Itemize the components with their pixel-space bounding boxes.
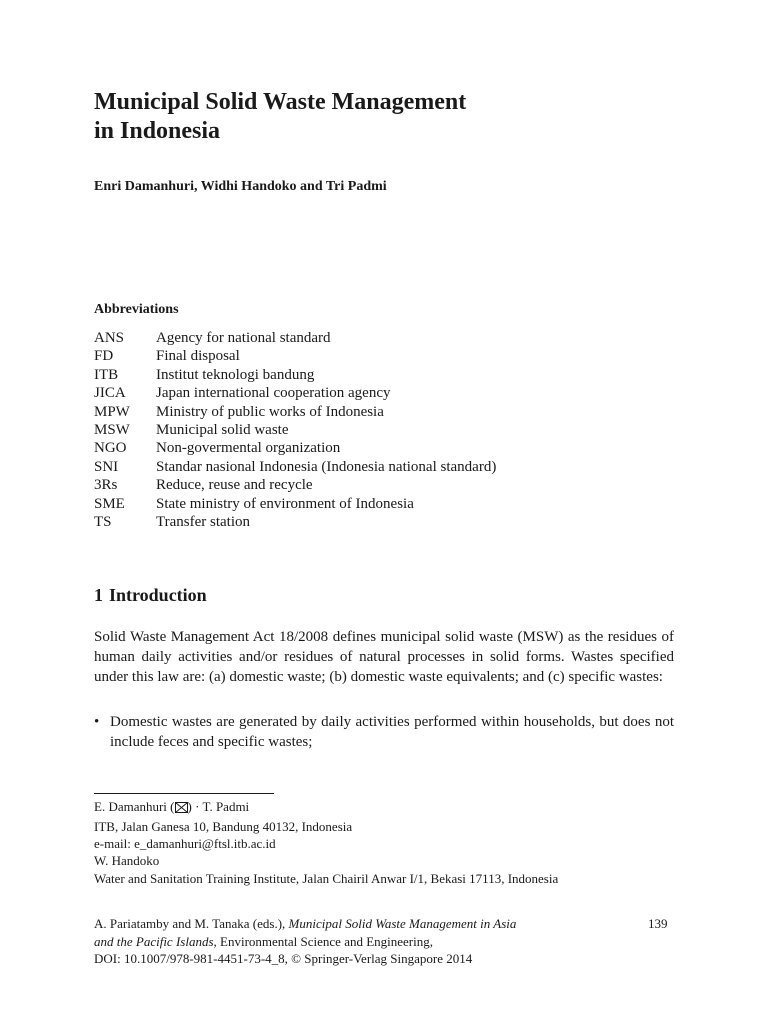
abbreviation-meaning: State ministry of environment of Indonesia xyxy=(156,495,414,512)
abbreviation-code: SME xyxy=(94,495,125,512)
author-affiliation-1 xyxy=(94,798,694,853)
abbreviation-row xyxy=(94,347,694,365)
abbreviation-row xyxy=(94,384,694,402)
abbreviations-heading: Abbreviations xyxy=(94,302,179,317)
footnote-author-2: T. Padmi xyxy=(202,799,250,814)
affiliation-water-sanitation: Water and Sanitation Training Institute, Jalan Chairil Anwar I/1, Bekasi 17113, Indonesia xyxy=(94,870,559,886)
abbreviation-meaning: Municipal solid waste xyxy=(156,421,289,438)
section-title: Introduction xyxy=(109,585,207,605)
abbreviation-meaning: Standar nasional Indonesia (Indonesia national standard) xyxy=(156,458,497,475)
intro-paragraph: Solid Waste Management Act 18/2008 defines municipal solid waste (MSW) as the residues of human daily activities and/or residues of natural processes in solid forms. Wastes specified under this law are: (a) domestic waste; (b) domestic waste equivalents; and (c) specific wastes: xyxy=(94,629,674,685)
abbreviation-code: JICA xyxy=(94,385,126,402)
abbreviation-meaning: Transfer station xyxy=(156,513,251,530)
abbreviation-code: 3Rs xyxy=(94,477,118,494)
bullet-icon: • xyxy=(94,714,100,730)
abbreviation-code: MSW xyxy=(94,421,130,438)
bullet-item xyxy=(94,712,674,752)
abbreviation-row xyxy=(94,513,694,531)
contact-email[interactable]: e-mail: e_damanhuri@ftsl.itb.ac.id xyxy=(94,836,276,851)
footnote-separator: · xyxy=(195,799,200,814)
abbreviation-meaning: Non-govermental organization xyxy=(156,440,341,457)
footnote-divider xyxy=(94,793,274,794)
envelope-icon xyxy=(175,800,188,818)
abbreviation-code: MPW xyxy=(94,403,130,420)
abbreviation-row xyxy=(94,403,694,421)
abbreviation-meaning: Final disposal xyxy=(156,348,240,365)
footnote-author-3: W. Handoko xyxy=(94,853,160,868)
abbreviation-code: ANS xyxy=(94,330,125,346)
abbreviation-meaning: Institut teknologi bandung xyxy=(156,366,315,383)
abbreviation-code: FD xyxy=(94,348,114,365)
page-number: 139 xyxy=(648,916,668,931)
abbreviation-row xyxy=(94,366,694,384)
bullet-text: Domestic wastes are generated by daily activities performed within households, but does not include feces and specific wastes; xyxy=(110,714,674,750)
abbreviation-code: NGO xyxy=(94,440,127,457)
abbreviation-row xyxy=(94,329,694,347)
abbreviation-row xyxy=(94,421,694,439)
chapter-title-line-2: in Indonesia xyxy=(94,118,221,144)
abbreviation-row xyxy=(94,495,694,513)
abbreviation-meaning: Agency for national standard xyxy=(156,330,331,346)
publication-info xyxy=(94,915,614,968)
chapter-title xyxy=(94,88,694,146)
book-title-part-2: and the Pacific Islands xyxy=(94,933,214,949)
footnote-authors-line: E. Damanhuri ( ) · T. Padmi xyxy=(94,798,694,818)
editors: A. Pariatamby and M. Tanaka (eds.), xyxy=(94,916,286,931)
abbreviation-row xyxy=(94,476,694,494)
series: , Environmental Science and Engineering, xyxy=(213,933,433,949)
chapter-title-line-1: Municipal Solid Waste Management xyxy=(94,89,467,115)
author-affiliation-2 xyxy=(94,852,694,887)
abbreviation-row xyxy=(94,458,694,476)
abbreviations-list xyxy=(94,329,694,531)
section-heading xyxy=(94,585,207,606)
footnote-author-1: E. Damanhuri xyxy=(94,799,167,814)
abbreviation-code: TS xyxy=(94,513,112,530)
publication-line-2 xyxy=(94,933,614,951)
author-list: Enri Damanhuri, Widhi Handoko and Tri Padmi xyxy=(94,179,387,194)
abbreviation-meaning: Japan international cooperation agency xyxy=(156,385,391,402)
abbreviation-row xyxy=(94,439,694,457)
abbreviation-meaning: Ministry of public works of Indonesia xyxy=(156,403,384,420)
doi-line[interactable]: DOI: 10.1007/978-981-4451-73-4_8, © Springer-Verlag Singapore 2014 xyxy=(94,951,473,966)
publication-line-1 xyxy=(94,915,614,933)
abbreviation-code: SNI xyxy=(94,458,119,475)
abbreviation-meaning: Reduce, reuse and recycle xyxy=(156,477,313,494)
section-number: 1 xyxy=(94,585,103,605)
book-title-part-1: Municipal Solid Waste Management in Asia xyxy=(288,916,517,931)
affiliation-itb: ITB, Jalan Ganesa 10, Bandung 40132, Indonesia xyxy=(94,818,353,834)
abbreviation-code: ITB xyxy=(94,366,119,383)
